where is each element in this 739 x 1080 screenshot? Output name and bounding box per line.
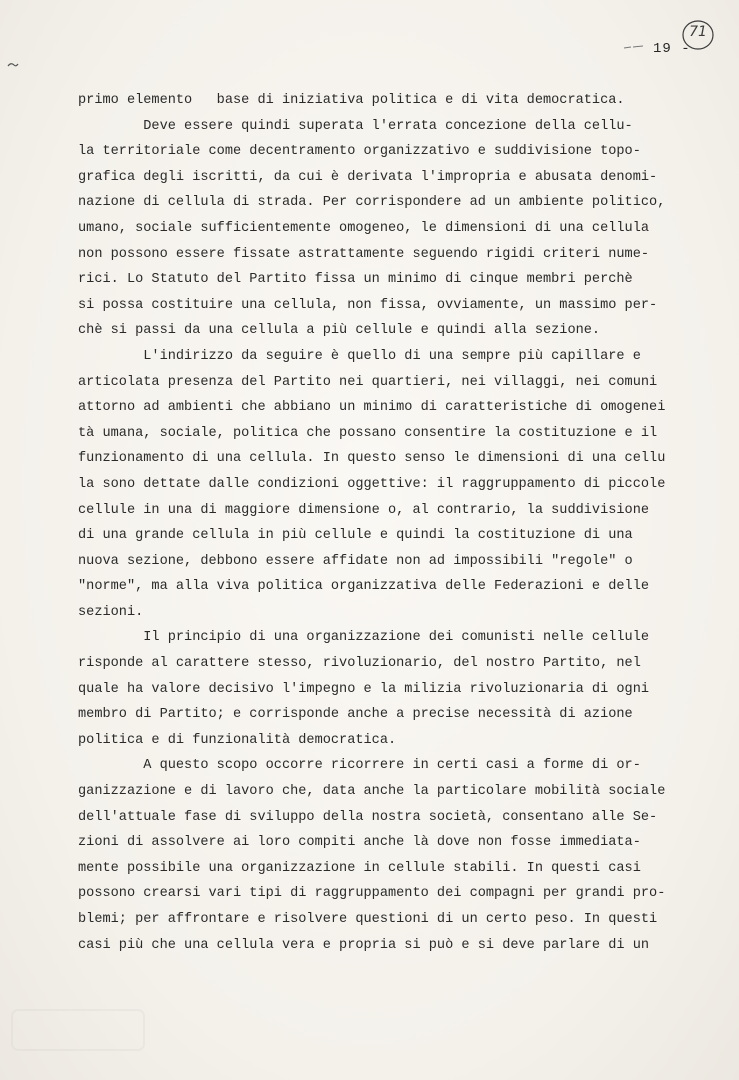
text-line: attorno ad ambienti che abbiano un minimo di caratteristiche di omogenei bbox=[78, 400, 666, 416]
text-line: Il principio di una organizzazione dei comunisti nelle cellule bbox=[78, 630, 650, 646]
text-line: articolata presenza del Partito nei quartieri, nei villaggi, nei comuni bbox=[78, 374, 658, 390]
typewritten-body bbox=[78, 88, 714, 958]
text-line: politica e di funzionalità democratica. bbox=[78, 732, 397, 748]
page-number: 19 - bbox=[653, 41, 691, 57]
text-line: nuova sezione, debbono essere affidate non ad impossibili "regole" o bbox=[78, 553, 633, 569]
text-line: tà umana, sociale, politica che possano consentire la costituzione e il bbox=[78, 425, 658, 441]
faded-watermark-icon bbox=[8, 1000, 148, 1060]
text-line: risponde al carattere stesso, rivoluzionario, del nostro Partito, nel bbox=[78, 656, 641, 672]
text-line: blemi; per affrontare e risolvere questioni di un certo peso. In questi bbox=[78, 912, 658, 927]
text-line: umano, sociale sufficientemente omogeneo, le dimensioni di una cellula bbox=[78, 220, 650, 236]
text-line: di una grande cellula in più cellule e quindi la costituzione di una bbox=[78, 528, 633, 544]
text-line: ganizzazione e di lavoro che, data anche la particolare mobilità sociale bbox=[78, 784, 666, 800]
text-line: "norme", ma alla viva politica organizzativa delle Federazioni e delle bbox=[78, 579, 650, 595]
text-line: la sono dettate dalle condizioni oggettive: il raggruppamento di piccole bbox=[78, 476, 666, 492]
text-line: casi più che una cellula vera e propria si può e si deve parlare di un bbox=[78, 937, 650, 953]
text-line: dell'attuale fase di sviluppo della nostra società, consentano alle Se- bbox=[78, 809, 658, 825]
text-line: sezioni. bbox=[78, 604, 144, 620]
text-line: non possono essere fissate astrattamente seguendo rigidi criteri nume- bbox=[78, 246, 650, 262]
pencil-dash-mark bbox=[623, 44, 645, 50]
text-line: primo elemento base di iniziativa politica e di vita democratica. bbox=[78, 93, 625, 108]
text-line: chè si passi da una cellula a più cellule e quindi alla sezione. bbox=[78, 323, 601, 339]
text-line: funzionamento di una cellula. In questo senso le dimensioni di una cellu bbox=[78, 451, 666, 467]
text-line: nazione di cellula di strada. Per corrispondere ad un ambiente politico, bbox=[78, 195, 666, 211]
text-line: possono crearsi vari tipi di raggruppamento dei compagni per grandi pro- bbox=[78, 886, 666, 902]
text-line: si possa costituire una cellula, non fissa, ovviamente, un massimo per- bbox=[78, 297, 658, 313]
folio-number: 71 bbox=[689, 24, 707, 40]
text-line: cellule in una di maggiore dimensione o, al contrario, la suddivisione bbox=[78, 502, 650, 518]
stray-ink-mark bbox=[6, 60, 20, 70]
text-line: zioni di assolvere ai loro compiti anche là dove non fosse immediata- bbox=[78, 835, 641, 851]
text-line: grafica degli iscritti, da cui è derivata l'impropria e abusata denomi- bbox=[78, 169, 658, 185]
text-line: Deve essere quindi superata l'errata concezione della cellu- bbox=[78, 118, 633, 134]
text-line: L'indirizzo da seguire è quello di una sempre più capillare e bbox=[78, 348, 641, 364]
text-line: rici. Lo Statuto del Partito fissa un minimo di cinque membri perchè bbox=[78, 272, 633, 288]
text-line: mente possibile una organizzazione in cellule stabili. In questi casi bbox=[78, 860, 641, 876]
text-line: A questo scopo occorre ricorrere in certi casi a forme di or- bbox=[78, 758, 641, 774]
text-line: la territoriale come decentramento organizzativo e suddivisione topo- bbox=[78, 144, 641, 160]
text-line: membro di Partito; e corrisponde anche a precise necessità di azione bbox=[78, 707, 633, 723]
text-line: quale ha valore decisivo l'impegno e la milizia rivoluzionaria di ogni bbox=[78, 681, 650, 697]
